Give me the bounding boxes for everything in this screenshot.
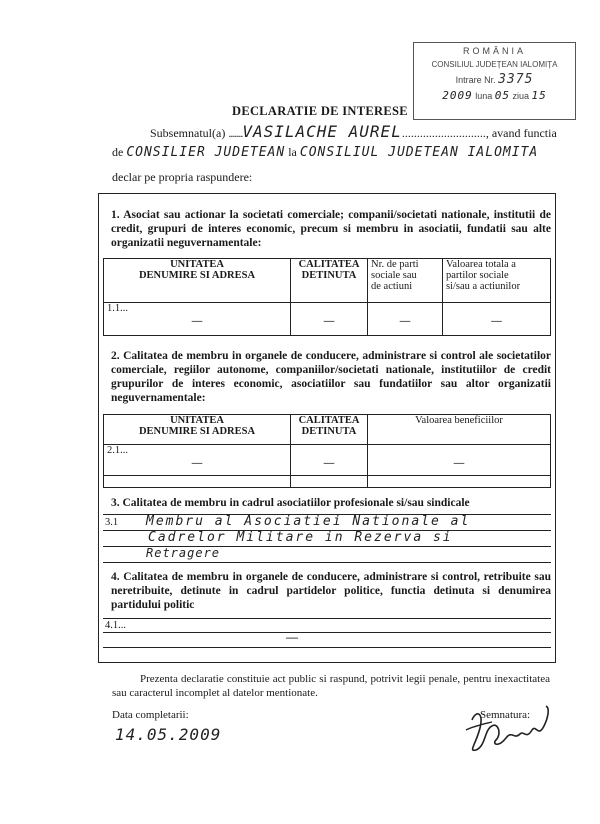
s3-entry-line2: Cadrelor Militare in Rezerva si xyxy=(148,530,453,545)
section1-table xyxy=(103,258,551,336)
s1-row-label: 1.1... xyxy=(104,303,291,316)
declar-text: declar pe propria raspundere: xyxy=(112,170,253,184)
intro-function-line xyxy=(112,145,582,160)
intro-name-line: Subsemnatul(a) .......VASILACHE AUREL............................, avand functia xyxy=(150,122,557,141)
section4-title: 4. Calitatea de membru in organele de conducere, administrare si control, retribuite sau neretribuite, detinute in cadrul partidelor politice, functia detinuta si denumirea partidului politic xyxy=(111,571,551,611)
stamp-year: 2009 xyxy=(442,89,473,102)
s2-dash-quality: — xyxy=(291,458,368,476)
s2-cell xyxy=(368,476,551,488)
s4-rule xyxy=(103,647,551,648)
s3-rule xyxy=(103,562,551,563)
stamp-day: 15 xyxy=(531,89,547,102)
s2-row-label: 2.1... xyxy=(104,445,291,458)
s2-cell xyxy=(368,445,551,458)
section3-title: 3. Calitatea de membru in cadrul asociatiilor profesionale si/sau sindicale xyxy=(111,497,470,509)
declarant-institution: CONSILIUL JUDETEAN IALOMITA xyxy=(299,145,539,160)
s1-dash-unit: — xyxy=(104,316,291,336)
stamp-entry-number: 3375 xyxy=(498,72,534,87)
section2-table xyxy=(103,414,551,488)
s4-dash: — xyxy=(286,630,298,644)
section2-title: 2. Calitatea de membru in organele de conducere, administrare si control ale societatilor comerciale, regiilor autonome, companiilor/societati nationale, institutiilor de credit grupurilor de interes economic, asociatiilor sau fundatiilor sau altor organizatii neguvernamentale: xyxy=(111,350,551,404)
signature-label: Semnatura: xyxy=(480,709,531,721)
subsemnatul-label: Subsemnatul(a) xyxy=(150,126,226,140)
stamp-month-label: luna xyxy=(475,91,493,101)
declarant-function: CONSILIER JUDETEAN xyxy=(126,145,286,160)
s3-row-label: 3.1 xyxy=(105,517,119,528)
handwritten-signature xyxy=(462,700,562,760)
s1-dash-value: — xyxy=(443,316,551,336)
s2-cell xyxy=(104,476,291,488)
stamp-entry-label: Intrare Nr. xyxy=(455,75,496,85)
la-label: la xyxy=(288,145,297,159)
s2-cell xyxy=(291,445,368,458)
s4-rule xyxy=(103,632,551,633)
s2-cell xyxy=(291,476,368,488)
date-label: Data completarii: xyxy=(112,709,189,721)
s2-header-unit: UNITATEA DENUMIRE SI ADRESA xyxy=(104,415,291,445)
stamp-day-label: ziua xyxy=(512,91,530,101)
s1-cell xyxy=(368,303,443,316)
page-title: DECLARATIE DE INTERESE xyxy=(232,104,408,118)
s2-dash-benefits: — xyxy=(368,458,551,476)
s1-dash-parts: — xyxy=(368,316,443,336)
s1-header-parts: Nr. de parti sociale sau de actiuni xyxy=(368,259,443,303)
declarant-name: VASILACHE AUREL xyxy=(242,122,402,141)
s2-header-benefits: Valoarea beneficiilor xyxy=(368,415,551,445)
section1-title: 1. Asociat sau actionar la societati comerciale; companii/societati nationale, institutii de credit, grupuri de interes economic, precum si membru in asociatii, fundatii sau alte organizatii neguvernamentale: xyxy=(111,209,551,249)
s1-cell xyxy=(291,303,368,316)
stamp-month: 05 xyxy=(494,89,510,102)
legal-statement: Prezenta declaratie constituie act public si raspund, potrivit legii penale, pentru inexactitatea sau caracterul incomplet al datelor mentionate. xyxy=(112,673,550,699)
signature-stroke xyxy=(472,706,548,750)
s3-entry-line3: Retragere xyxy=(146,546,221,560)
s3-entry-line1: Membru al Asociatiei Nationale al xyxy=(146,514,471,529)
stamp-institution: CONSILIUL JUDEȚEAN IALOMIȚA xyxy=(431,60,558,69)
s1-header-value: Valoarea totala a partilor sociale si/sau a actiunilor xyxy=(443,259,551,303)
s1-header-quality: CALITATEA DETINUTA xyxy=(291,259,368,303)
s1-header-unit: UNITATEA DENUMIRE SI ADRESA xyxy=(104,259,291,303)
stamp-country: ROMÂNIA xyxy=(462,46,526,56)
s1-cell xyxy=(443,303,551,316)
s4-row-label: 4.1... xyxy=(105,620,126,631)
s4-rule xyxy=(103,618,551,619)
stamp-date-row xyxy=(414,89,575,103)
s2-header-quality: CALITATEA DETINUTA xyxy=(291,415,368,445)
avand-label: , avand functia xyxy=(485,126,557,140)
stamp-entry-row xyxy=(414,73,575,87)
date-value: 14.05.2009 xyxy=(115,725,222,744)
s2-dash-unit: — xyxy=(104,458,291,476)
registration-stamp xyxy=(413,42,576,120)
de-label: de xyxy=(112,145,124,159)
s1-dash-quality: — xyxy=(291,316,368,336)
